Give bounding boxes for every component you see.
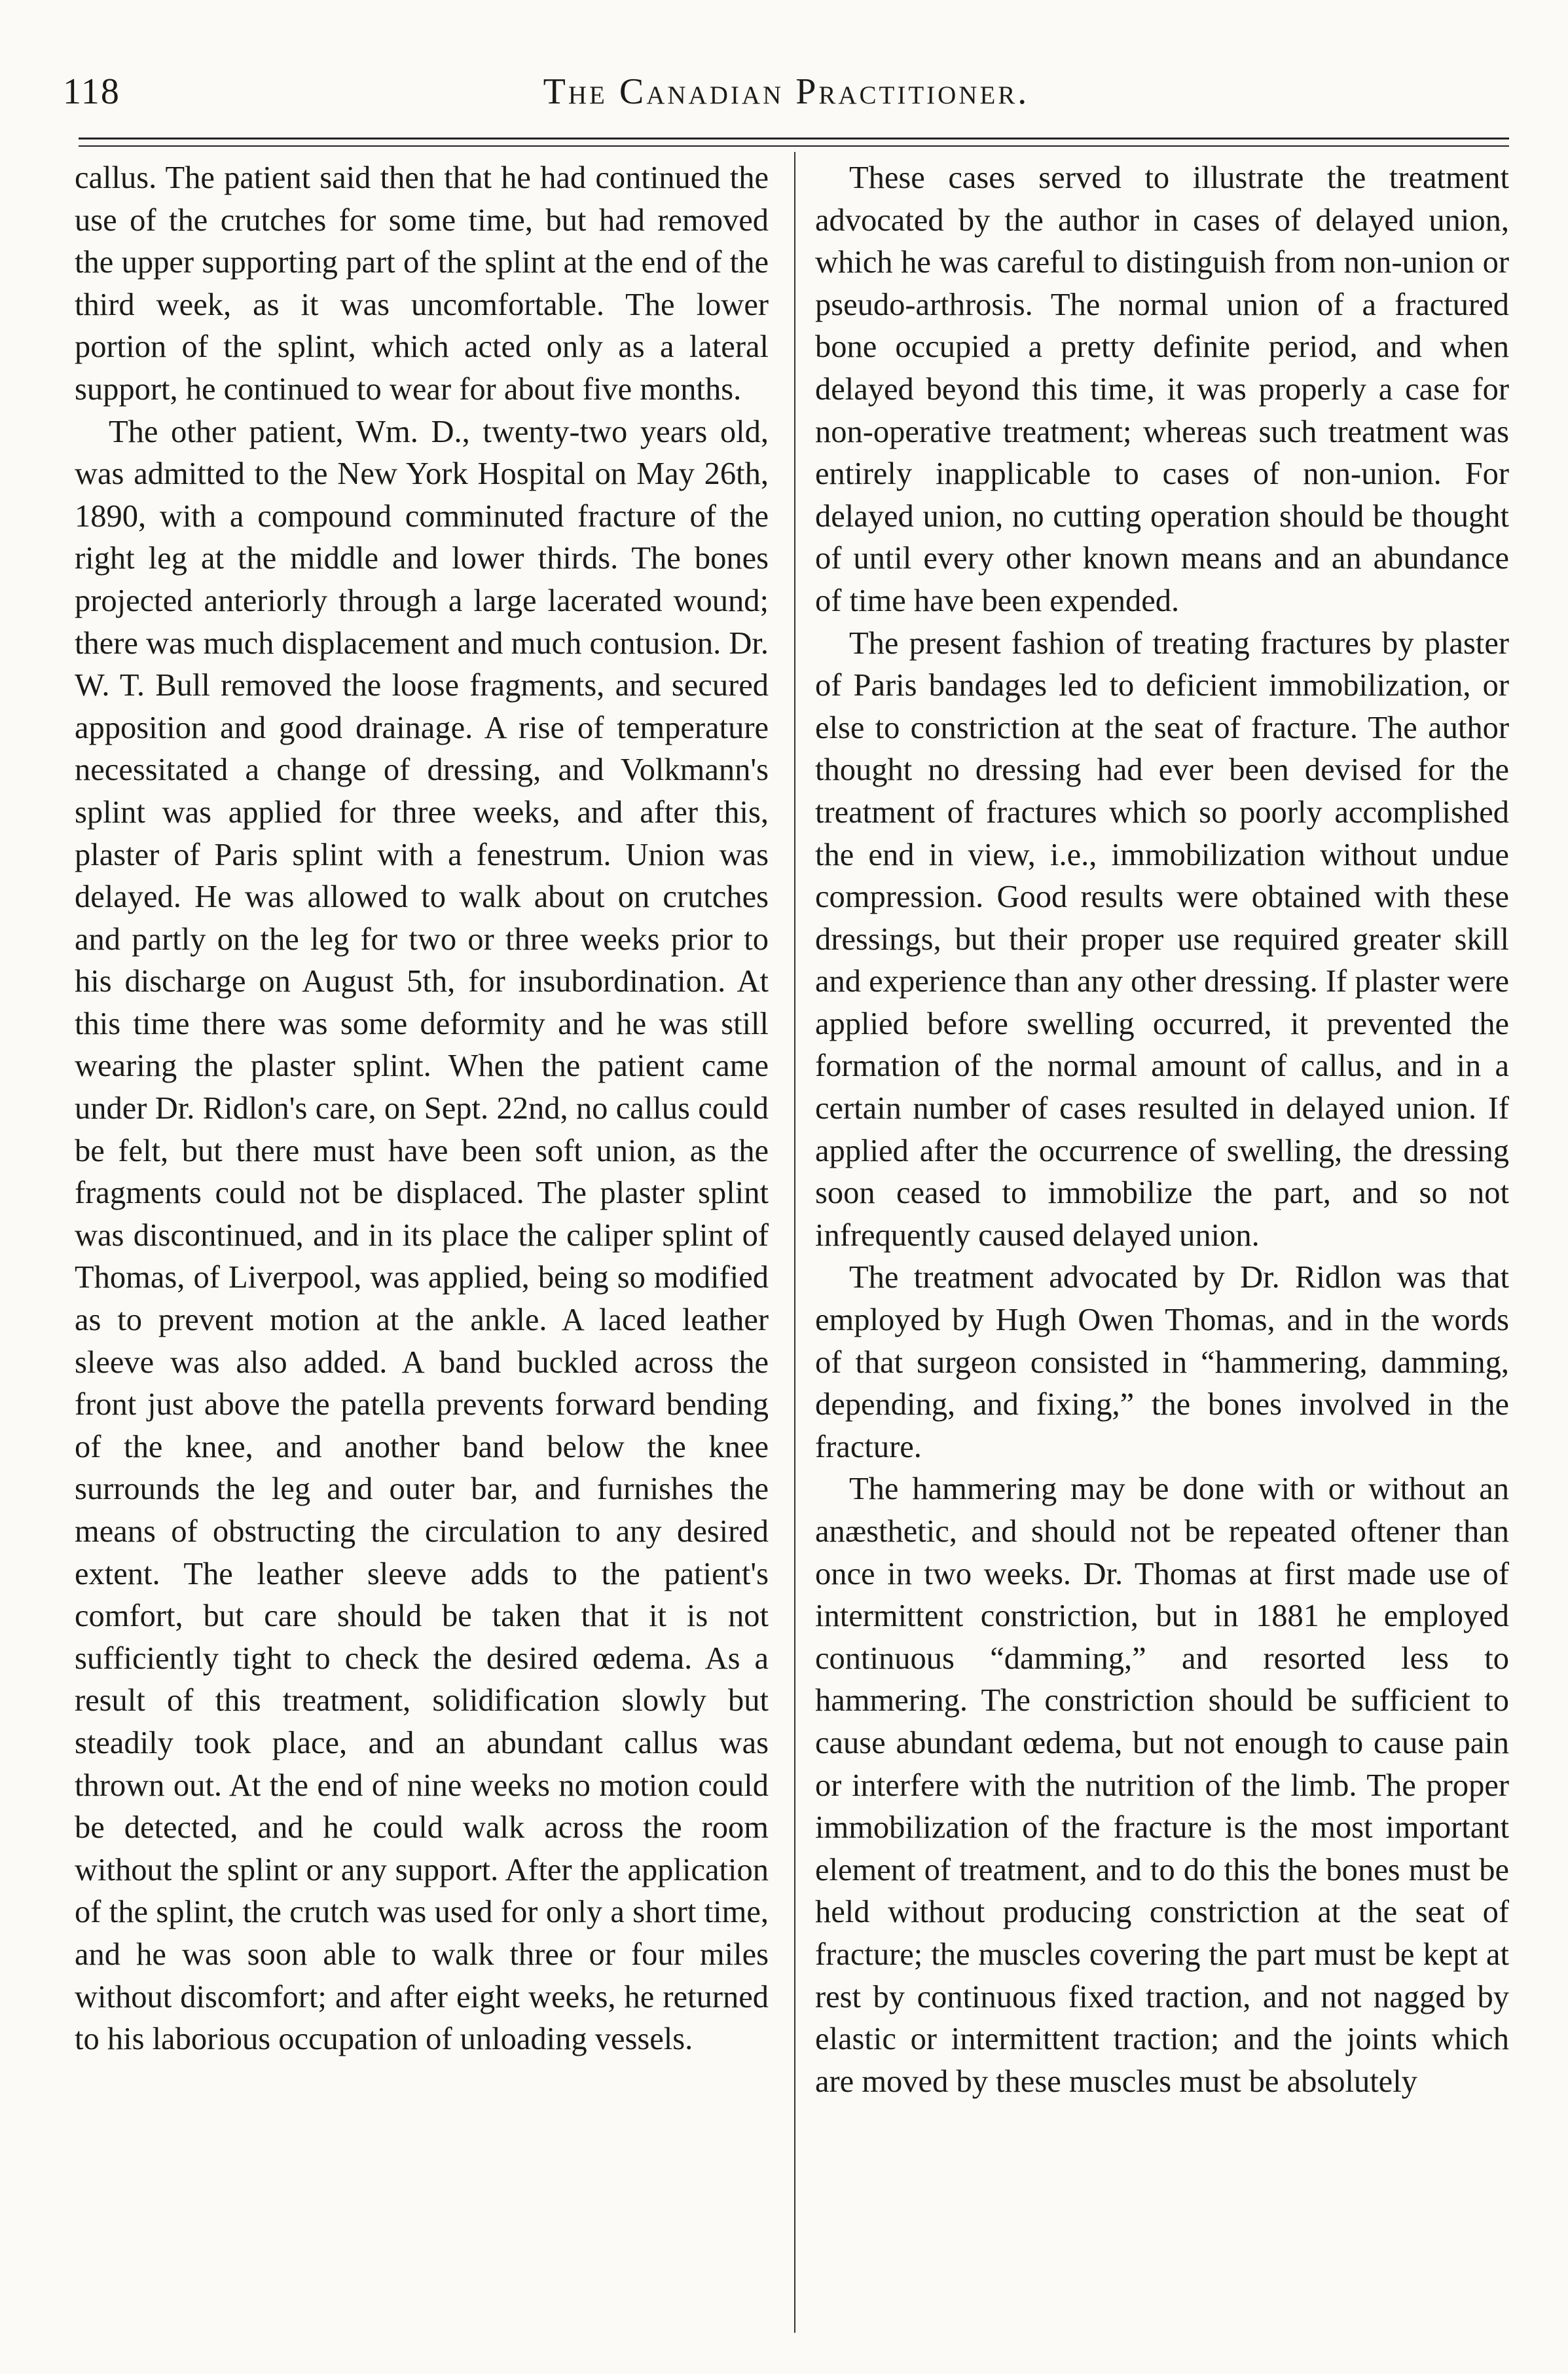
page-header: [63, 71, 1510, 123]
paragraph: The other patient, Wm. D., twenty-two years old, was admitted to the New York Hospital on May 26th, 1890, with a compound comminuted fracture of the right leg at the middle and lower thirds. The bones projected anteriorly through a large lacerated wound; there was much displacement and much contusion. Dr. W. T. Bull removed the loose fragments, and secured apposition and good drainage. A rise of temperature necessitated a change of dressing, and Volkmann's splint was applied for three weeks, and after this, plaster of Paris splint with a fenestrum. Union was delayed. He was allowed to walk about on crutches and partly on the leg for two or three weeks prior to his discharge on August 5th, for insubordination. At this time there was some deformity and he was still wearing the plaster splint. When the patient came under Dr. Ridlon's care, on Sept. 22nd, no callus could be felt, but there must have been soft union, as the fragments could not be displaced. The plaster splint was discontinued, and in its place the caliper splint of Thomas, of Liverpool, was applied, being so modified as to prevent motion at the ankle. A laced leather sleeve was also added. A band buckled across the front just above the patella prevents forward bending of the knee, and another band below the knee surrounds the leg and outer bar, and furnishes the means of obstructing the circulation to any desired extent. The leather sleeve adds to the patient's comfort, but care should be taken that it is not sufficiently tight to check the desired œdema. As a result of this treatment, solidification slowly but steadily took place, and an abundant callus was thrown out. At the end of nine weeks no motion could be detected, and he could walk across the room without the splint or any support. After the application of the splint, the crutch was used for only a short time, and he was soon able to walk three or four miles without discomfort; and after eight weeks, he returned to his laborious occupation of unloading vessels.: [75, 414, 769, 2057]
header-rule: [79, 138, 1509, 139]
paragraph: The treatment advocated by Dr. Ridlon was that employed by Hugh Owen Thomas, and in the words of that surgeon consisted in “hammering, damming, depending, and fixing,” the bones involved in the fracture.: [815, 1260, 1509, 1464]
paragraph: callus. The patient said then that he had continued the use of the crutches for some time, but had removed the upper supporting part of the splint at the end of the third week, as it was uncomfortable. The lower portion of the splint, which acted only as a lateral support, he continued to wear for about five months.: [75, 160, 769, 407]
paragraph: These cases served to illustrate the treatment advocated by the author in cases of delayed union, which he was careful to distinguish from non-union or pseudo-arthrosis. The normal union of a fractured bone occupied a pretty definite period, and when delayed beyond this time, it was properly a case for non-operative treatment; whereas such treatment was entirely inapplicable to cases of non-union. For delayed union, no cutting operation should be thought of until every other known means and an abundance of time have been expended.: [815, 160, 1509, 618]
page-number: 118: [63, 71, 120, 112]
paragraph: The hammering may be done with or without an anæsthetic, and should not be repeated oftener than once in two weeks. Dr. Thomas at first made use of intermittent constriction, but in 1881 he employed continuous “damming,” and resorted less to hammering. The constriction should be sufficient to cause abundant œdema, but not enough to cause pain or interfere with the nutrition of the limb. The proper immobilization of the fracture is the most important element of treatment, and to do this the bones must be held without producing constriction at the seat of fracture; the muscles covering the part must be kept at rest by continuous fixed traction, and not nagged by elastic or intermittent traction; and the joints which are moved by these muscles must be absolutely: [815, 1472, 1509, 2099]
right-column: [815, 157, 1509, 2103]
column-divider: [794, 152, 795, 2333]
header-rule-secondary: [79, 145, 1509, 147]
running-title: The Canadian Practitioner.: [543, 71, 1030, 112]
left-column: [75, 157, 769, 2061]
paragraph: The present fashion of treating fractures by plaster of Paris bandages led to deficient immobilization, or else to constriction at the seat of fracture. The author thought no dressing had ever been devised for the treatment of fractures which so poorly accomplished the end in view, i.e., immobilization without undue compression. Good results were obtained with these dressings, but their proper use required greater skill and experience than any other dressing. If plaster were applied before swelling occurred, it prevented the formation of the normal amount of callus, and in a certain number of cases resulted in delayed union. If applied after the occurrence of swelling, the dressing soon ceased to immobilize the part, and so not infrequently caused delayed union.: [815, 625, 1509, 1253]
